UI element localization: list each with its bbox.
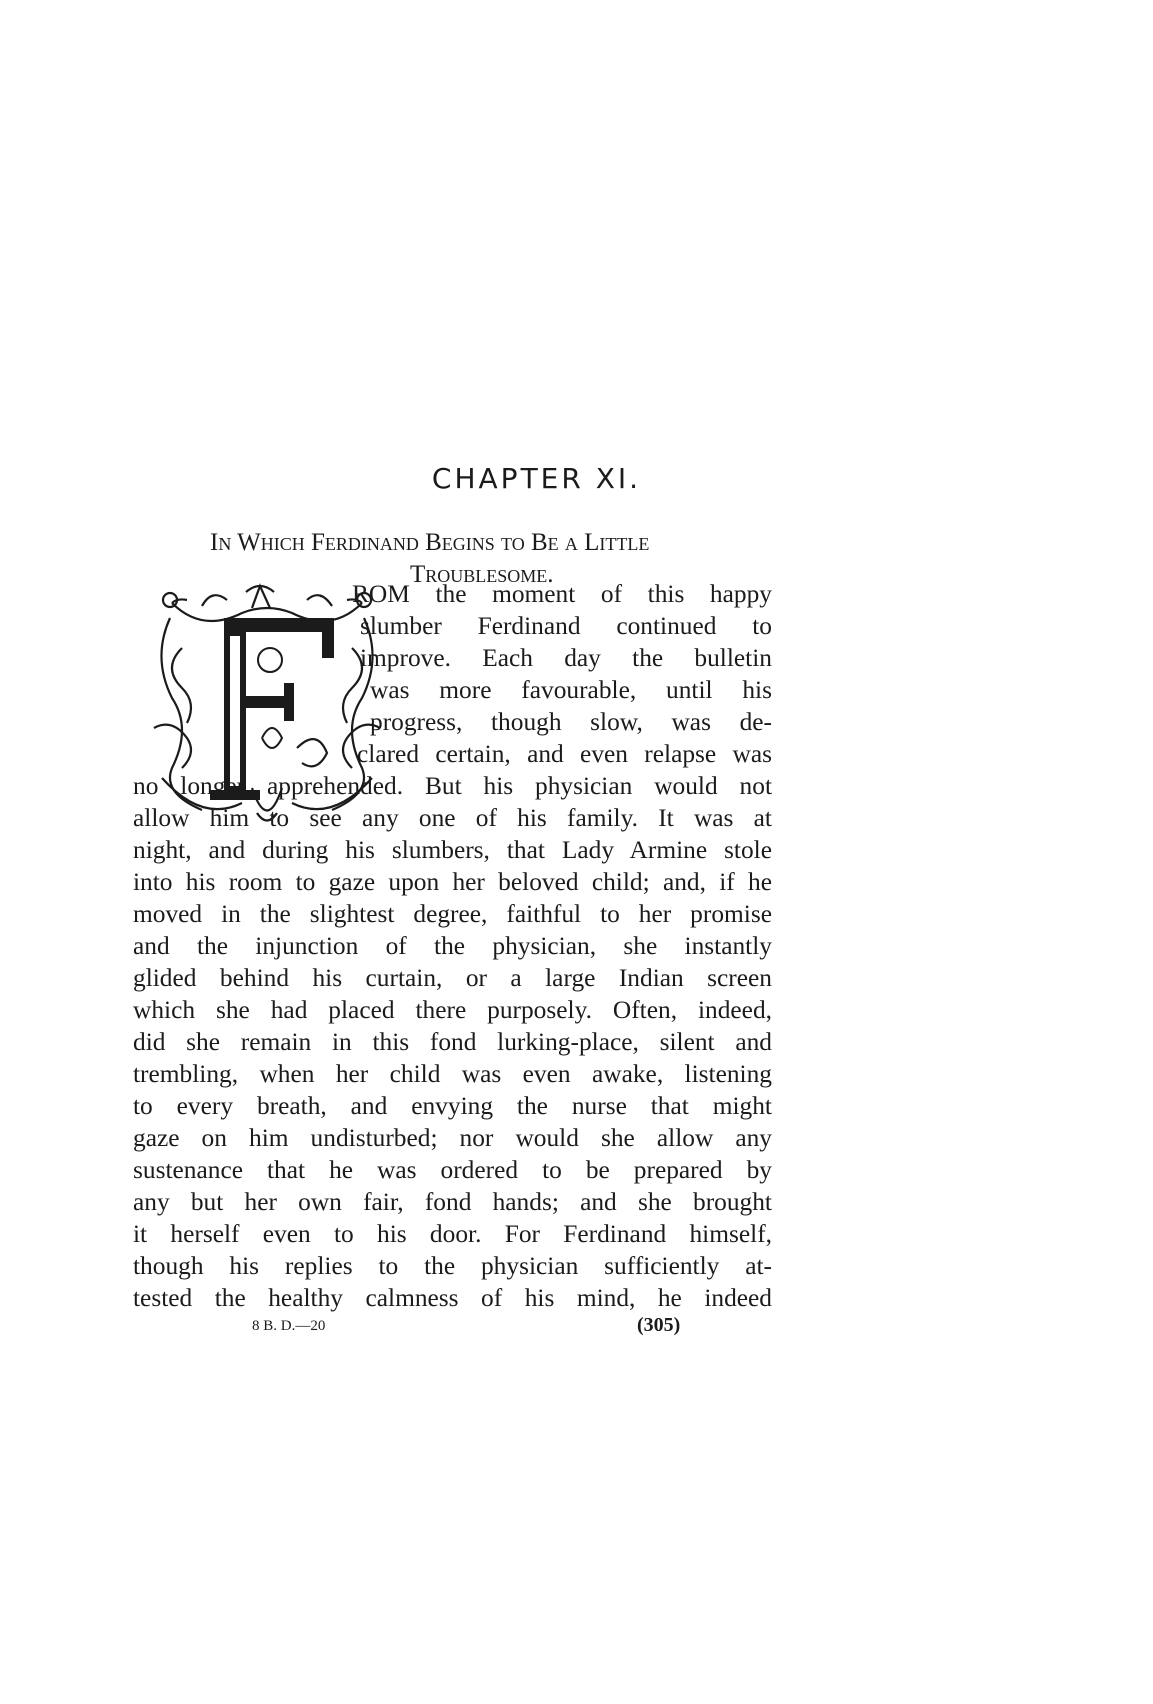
text-line: sustenance that he was ordered to be prepared by [133,1156,772,1184]
text-line: clared certain, and even relapse was [357,740,772,768]
text-line: was more favourable, until his [370,676,772,704]
text-line: ROM the moment of this happy [352,580,772,608]
text-line: improve. Each day the bulletin [360,644,772,672]
text-line: allow him to see any one of his family. It was at [133,804,772,832]
text-line: it herself even to his door. For Ferdinand himself, [133,1220,772,1248]
text-line: did she remain in this fond lurking-place, silent and [133,1028,772,1056]
text-line: trembling, when her child was even awake, listening [133,1060,772,1088]
text-line: gaze on him undisturbed; nor would she allow any [133,1124,772,1152]
text-line: into his room to gaze upon her beloved child; and, if he [133,868,772,896]
chapter-heading: CHAPTER XI. [431,462,642,495]
text-line: which she had placed there purposely. Often, indeed, [133,996,772,1024]
page-number: (305) [637,1314,681,1336]
text-line: slumber Ferdinand continued to [360,612,772,640]
text-line: tested the healthy calmness of his mind, he indeed [133,1284,772,1312]
text-line: moved in the slightest degree, faithful to her promise [133,900,772,928]
printer-signature: 8 B. D.—20 [252,1318,326,1334]
text-line: night, and during his slumbers, that Lady Armine stole [133,836,772,864]
chapter-subtitle-line-1: In Which Ferdinand Begins to Be a Little [210,529,650,556]
chapter-subtitle-line-2: Troublesome. [410,561,554,588]
text-line: though his replies to the physician sufficiently at- [133,1252,772,1280]
text-line: progress, though slow, was de- [370,708,772,736]
text-line: to every breath, and envying the nurse that might [133,1092,772,1120]
text-line: and the injunction of the physician, she instantly [133,932,772,960]
text-line: glided behind his curtain, or a large Indian screen [133,964,772,992]
text-line: no longer apprehended. But his physician would not [133,772,772,800]
text-line: any but her own fair, fond hands; and she brought [133,1188,772,1216]
